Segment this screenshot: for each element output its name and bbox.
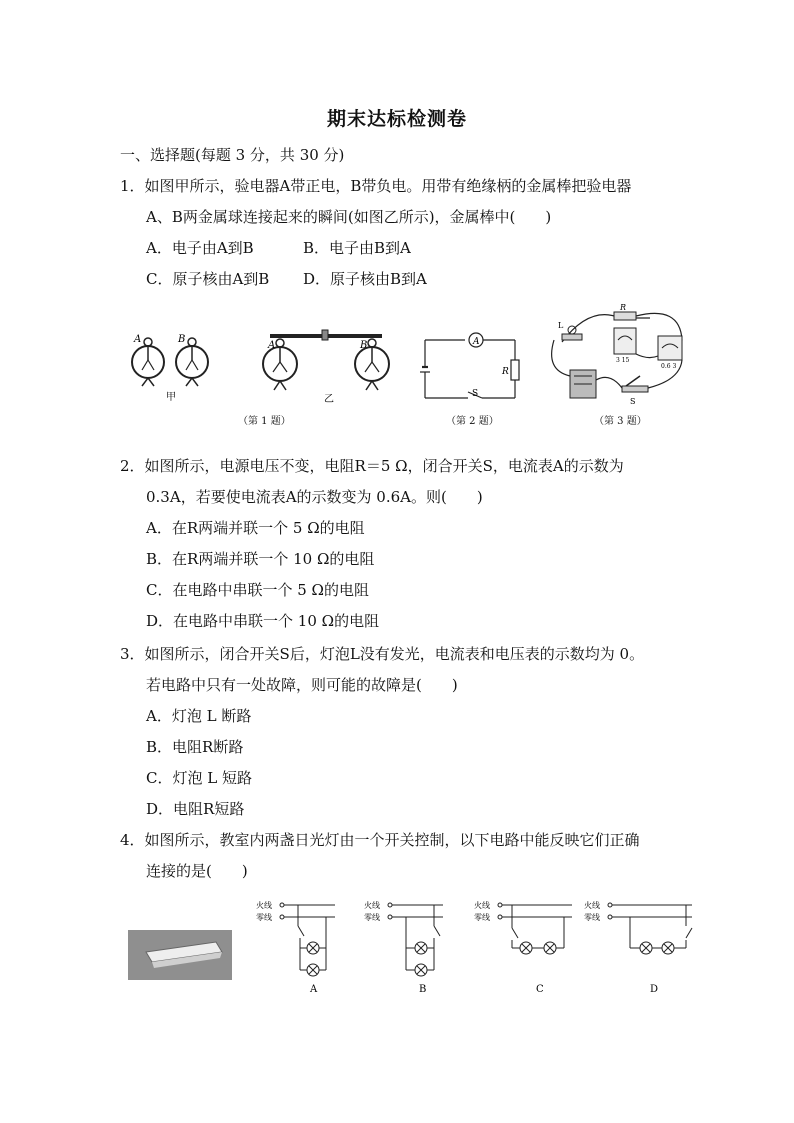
q3-switch-label: S [630,397,636,406]
q3-option-b: B．电阻R断路 [146,738,244,756]
live-label-d: 火线 [584,901,600,910]
q3-lamp-label: L [558,321,564,330]
circuit-option-c [498,903,572,954]
q3-option-c: C．灯泡 L 短路 [146,769,252,787]
live-label-a: 火线 [256,901,272,910]
circuit-option-a [280,903,335,976]
figure-caption-3: （第 3 题） [594,416,647,427]
q3-stem-line1: 3．如图所示，闭合开关S后，灯泡L没有发光，电流表和电压表的示数均为 0。 [120,645,645,663]
circuit-label-d: D [650,984,659,995]
q3-option-a: A．灯泡 L 断路 [146,707,252,725]
voltmeter-scale: 3 15 [616,357,630,364]
circuit-label-a: A [310,984,318,995]
label-a-jia: A [134,334,142,345]
neutral-label-d: 零线 [584,913,600,922]
q1-option-c: C．原子核由A到B [146,270,270,288]
q1-option-d: D．原子核由B到A [303,270,427,288]
ammeter-scale: 0.6 3 [661,363,677,370]
q3-resistor-label: R [620,303,627,312]
section-heading: 一、选择题(每题 3 分，共 30 分) [120,146,345,164]
label-a-yi: A [268,340,276,351]
q1-option-b: B．电子由B到A [303,239,411,257]
neutral-label-a: 零线 [256,913,272,922]
q4-stem-line1: 4．如图所示，教室内两盏日光灯由一个开关控制，以下电路中能反映它们正确 [120,831,640,849]
q2-option-a: A．在R两端并联一个 5 Ω的电阻 [146,519,365,537]
circuit-option-b [388,903,443,976]
q1-stem-line2: A、B两金属球连接起来的瞬间(如图乙所示)，金属棒中( ) [146,208,552,226]
circuit-q3 [552,312,682,398]
figure-caption-1: （第 1 题） [238,416,291,427]
q2-option-d: D．在电路中串联一个 10 Ω的电阻 [146,612,380,630]
q1-option-a: A．电子由A到B [146,239,254,257]
switch-label: S [472,389,479,399]
q2-option-c: C．在电路中串联一个 5 Ω的电阻 [146,581,369,599]
q3-stem-line2: 若电路中只有一处故障，则可能的故障是( ) [146,676,458,694]
neutral-label-b: 零线 [364,913,380,922]
label-b-yi: B [360,340,368,351]
live-label-b: 火线 [364,901,380,910]
rod-handle [322,330,328,340]
neutral-label-c: 零线 [474,913,490,922]
q1-stem-line1: 1．如图甲所示，验电器A带正电，B带负电。用带有绝缘柄的金属棒把验电器 [120,177,632,195]
circuit-option-d [608,903,692,954]
circuit-label-b: B [419,984,427,995]
q4-stem-line2: 连接的是( ) [146,862,248,880]
resistor-label: R [502,367,509,377]
label-jia: 甲 [166,392,176,403]
figure-caption-2: （第 2 题） [446,416,499,427]
q2-option-b: B．在R两端并联一个 10 Ω的电阻 [146,550,375,568]
q2-stem-line2: 0.3A，若要使电流表A的示数变为 0.6A。则( ) [146,488,483,506]
q2-stem-line1: 2．如图所示，电源电压不变，电阻R＝5 Ω，闭合开关S，电流表A的示数为 [120,457,624,475]
page-title: 期末达标检测卷 [326,108,467,130]
circuit-q2 [420,333,519,398]
circuit-label-c: C [536,984,544,995]
electroscope-b-figure [176,338,208,386]
q4-figure-row [120,890,700,1010]
electroscope-a-figure [132,338,164,386]
label-b-jia: B [178,334,186,345]
fluorescent-lamp-photo [128,930,232,980]
live-label-c: 火线 [474,901,490,910]
label-yi: 乙 [324,394,334,405]
ammeter-label: A [473,337,480,347]
q3-option-d: D．电阻R短路 [146,800,245,818]
